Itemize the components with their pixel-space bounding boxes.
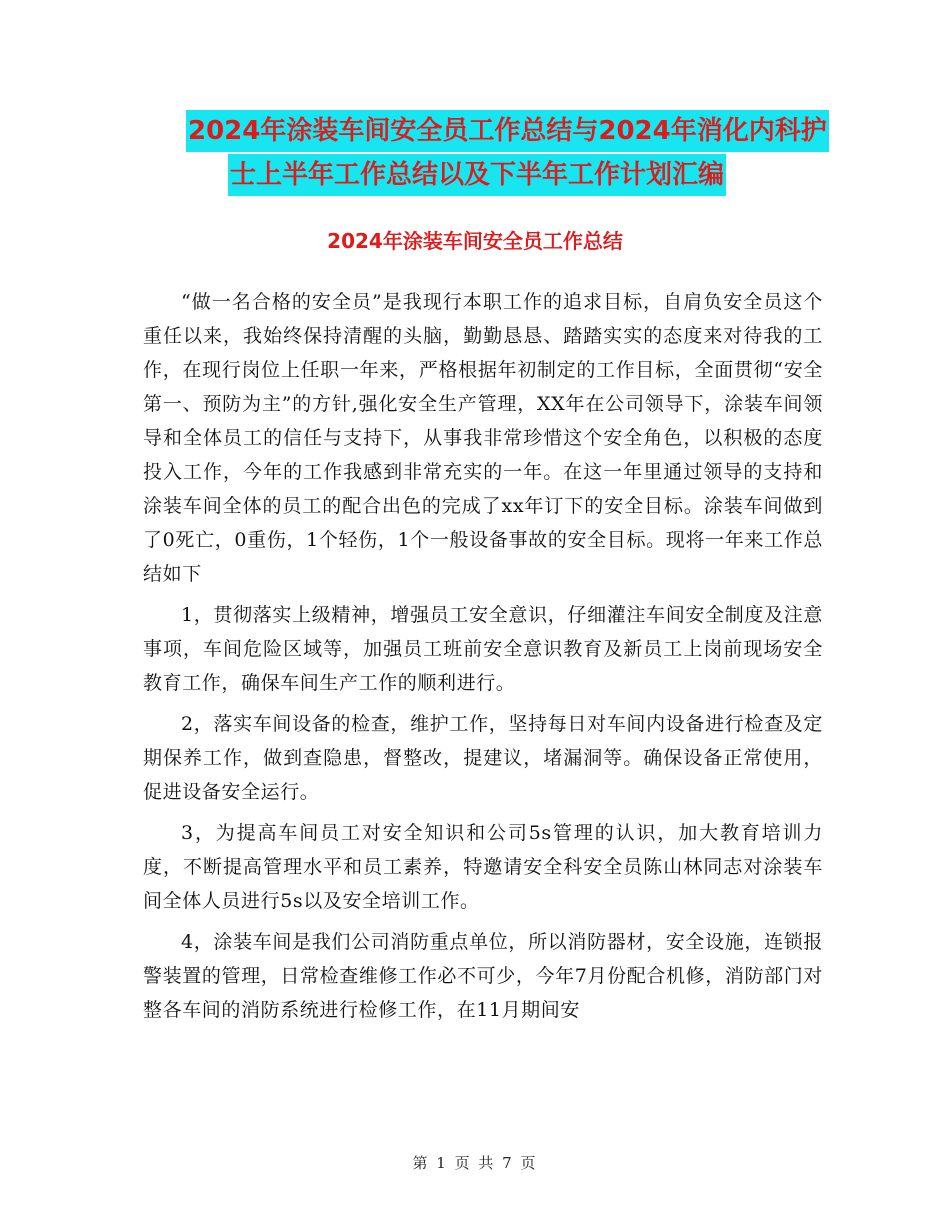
paragraph-intro: “做一名合格的安全员”是我现行本职工作的追求目标，自肩负安全员这个重任以来，我始终保持清醒的头脑，勤勤恳恳、踏踏实实的态度来对待我的工作，在现行岗位上任职一年来，严格根据年初制定的工作目标，全面贯彻“安全第一、预防为主”的方针,强化安全生产管理，XX年在公司领导下，涂装车间领导和全体员工的信任与支持下，从事我非常珍惜这个安全角色，以积极的态度投入工作，今年的工作我感到非常充实的一年。在这一年里通过领导的支持和涂装车间全体的员工的配合出色的完成了xx年订下的安全目标。涂装车间做到了0死亡，0重伤，1个轻伤，1个一般设备事故的安全目标。现将一年来工作总结如下 xyxy=(143,291,823,585)
section-heading: 2024年涂装车间安全员工作总结 xyxy=(327,229,623,253)
paragraph-item-2: 2，落实车间设备的检查，维护工作，坚持每日对车间内设备进行检查及定期保养工作，做到查隐患，督整改，提建议，堵漏洞等。确保设备正常使用，促进设备安全运行。 xyxy=(143,713,823,803)
paragraph-item-4: 4，涂装车间是我们公司消防重点单位，所以消防器材，安全设施，连锁报警装置的管理，日常检查维修工作必不可少，今年7月份配合机修，消防部门对整各车间的消防系统进行检修工作，在11月期间安 xyxy=(143,931,823,1021)
paragraph-item-3: 3，为提高车间员工对安全知识和公司5s管理的认识，加大教育培训力度，不断提高管理水平和员工素养，特邀请安全科安全员陈山林同志对涂装车间全体人员进行5s以及安全培训工作。 xyxy=(143,822,823,912)
title-line-2: 士上半年工作总结以及下半年工作计划汇编 xyxy=(228,154,726,196)
page-number-footer: 第 1 页 共 7 页 xyxy=(412,1154,538,1172)
body-text xyxy=(143,285,823,1034)
title-line-1: 2024年涂装车间安全员工作总结与2024年消化内科护 xyxy=(186,110,829,152)
paragraph-item-1: 1，贯彻落实上级精神，增强员工安全意识，仔细灌注车间安全制度及注意事项，车间危险区域等，加强员工班前安全意识教育及新员工上岗前现场安全教育工作，确保车间生产工作的顺利进行。 xyxy=(143,604,823,694)
